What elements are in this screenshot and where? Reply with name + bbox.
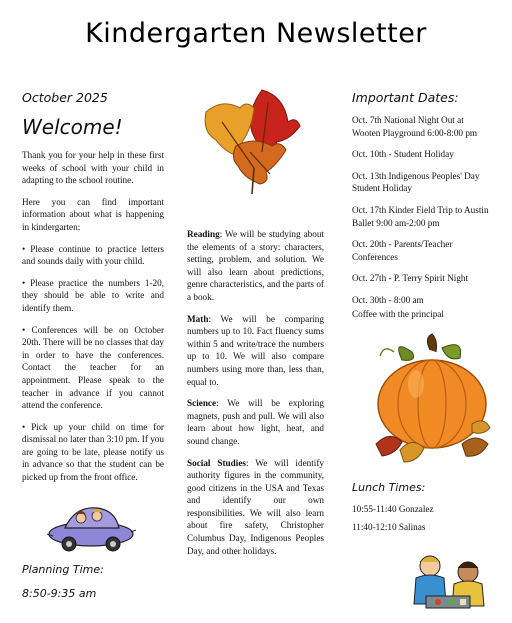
date-item: Oct. 20th - Parents/Teacher Conferences: [352, 239, 453, 262]
newsletter-title: Kindergarten Newsletter: [85, 18, 427, 49]
welcome-heading: Welcome!: [22, 115, 123, 139]
car-illustration: [45, 498, 137, 553]
math-section: Math: We will be comparing numbers up to 10. Fact fluency sums within 5 and write/trace the numbers up to 10. We will also compare numbers using more than, less than, equal to.: [187, 313, 324, 387]
date-item: Oct. 27th - P. Terry Spirit Night: [352, 273, 469, 284]
right-column: [352, 90, 492, 329]
reading-section: Reading: We will be studying about the elements of a story: characters, setting, problem, and solution. We will also learn about predictions, genre characteristics, and the parts of a book.: [187, 229, 324, 302]
math-label: Math: [187, 313, 209, 324]
kids-lunch-illustration: [400, 548, 500, 618]
date-item: Oct. 7th National Night Out at Wooten Playground 6:00-8:00 pm: [352, 115, 478, 138]
lunch-time-item: 11:40-12:10 Salinas: [352, 522, 426, 532]
autumn-leaves-illustration: [192, 82, 312, 202]
paragraph: Thank you for your help in these first weeks of school with your child in adapting to the school routine.: [22, 150, 164, 186]
left-column: [22, 90, 164, 493]
science-label: Science: [187, 398, 217, 409]
important-dates-heading: Important Dates:: [352, 90, 459, 105]
newsletter-date: October 2025: [22, 90, 108, 105]
social-studies-section: Social Studies: We will identify authority figures in the community, good citizens in the USA and Texas and identify our own responsibilities. We will also learn about fire safety, Christopher Columbus Day, Indigenous Peoples Day, and other holidays.: [187, 457, 324, 556]
date-item: Coffee with the principal: [352, 308, 444, 319]
science-section: Science: We will be exploring magnets, push and pull. We will also learn about how light, heat, and sound change.: [187, 398, 324, 446]
lunch-times-heading: Lunch Times:: [352, 481, 426, 494]
bullet-item: • Conferences will be on October 20th. There will be no classes that day in order to have the conferences. Contact the teacher for an appointment. Please speak to the teacher in advance if you cannot attend the conference.: [22, 324, 164, 411]
social-studies-label: Social Studies: [187, 457, 246, 468]
lunch-time-item: 10:55-11:40 Gonzalez: [352, 504, 434, 514]
pumpkin-illustration: [372, 332, 492, 472]
date-item: Oct. 30th - 8:00 am: [352, 294, 424, 305]
paragraph: Here you can find important information about what is happening in kindergarten:: [22, 196, 164, 232]
bullet-item: • Please continue to practice letters and sounds daily with your child.: [22, 243, 164, 267]
bullet-item: • Please practice the numbers 1-20, they should be able to write and identify them.: [22, 277, 164, 313]
reading-label: Reading: [187, 229, 220, 239]
bullet-item: • Pick up your child on time for dismissal no later than 3:10 pm. If you are going to be late, please notify us in advance so that the student can be picked up from the front office.: [22, 421, 164, 483]
date-item: Oct. 13th Indigenous Peoples' Day Student Holiday: [352, 170, 480, 194]
date-item: Oct. 10th - Student Holiday: [352, 149, 454, 160]
planning-time-value: 8:50-9:35 am: [22, 587, 97, 600]
date-item: Oct. 17th Kinder Field Trip to Austin Ballet 9:00 am-2:00 pm: [352, 204, 489, 228]
planning-time-heading: Planning Time:: [22, 563, 104, 576]
middle-column: [187, 228, 324, 566]
